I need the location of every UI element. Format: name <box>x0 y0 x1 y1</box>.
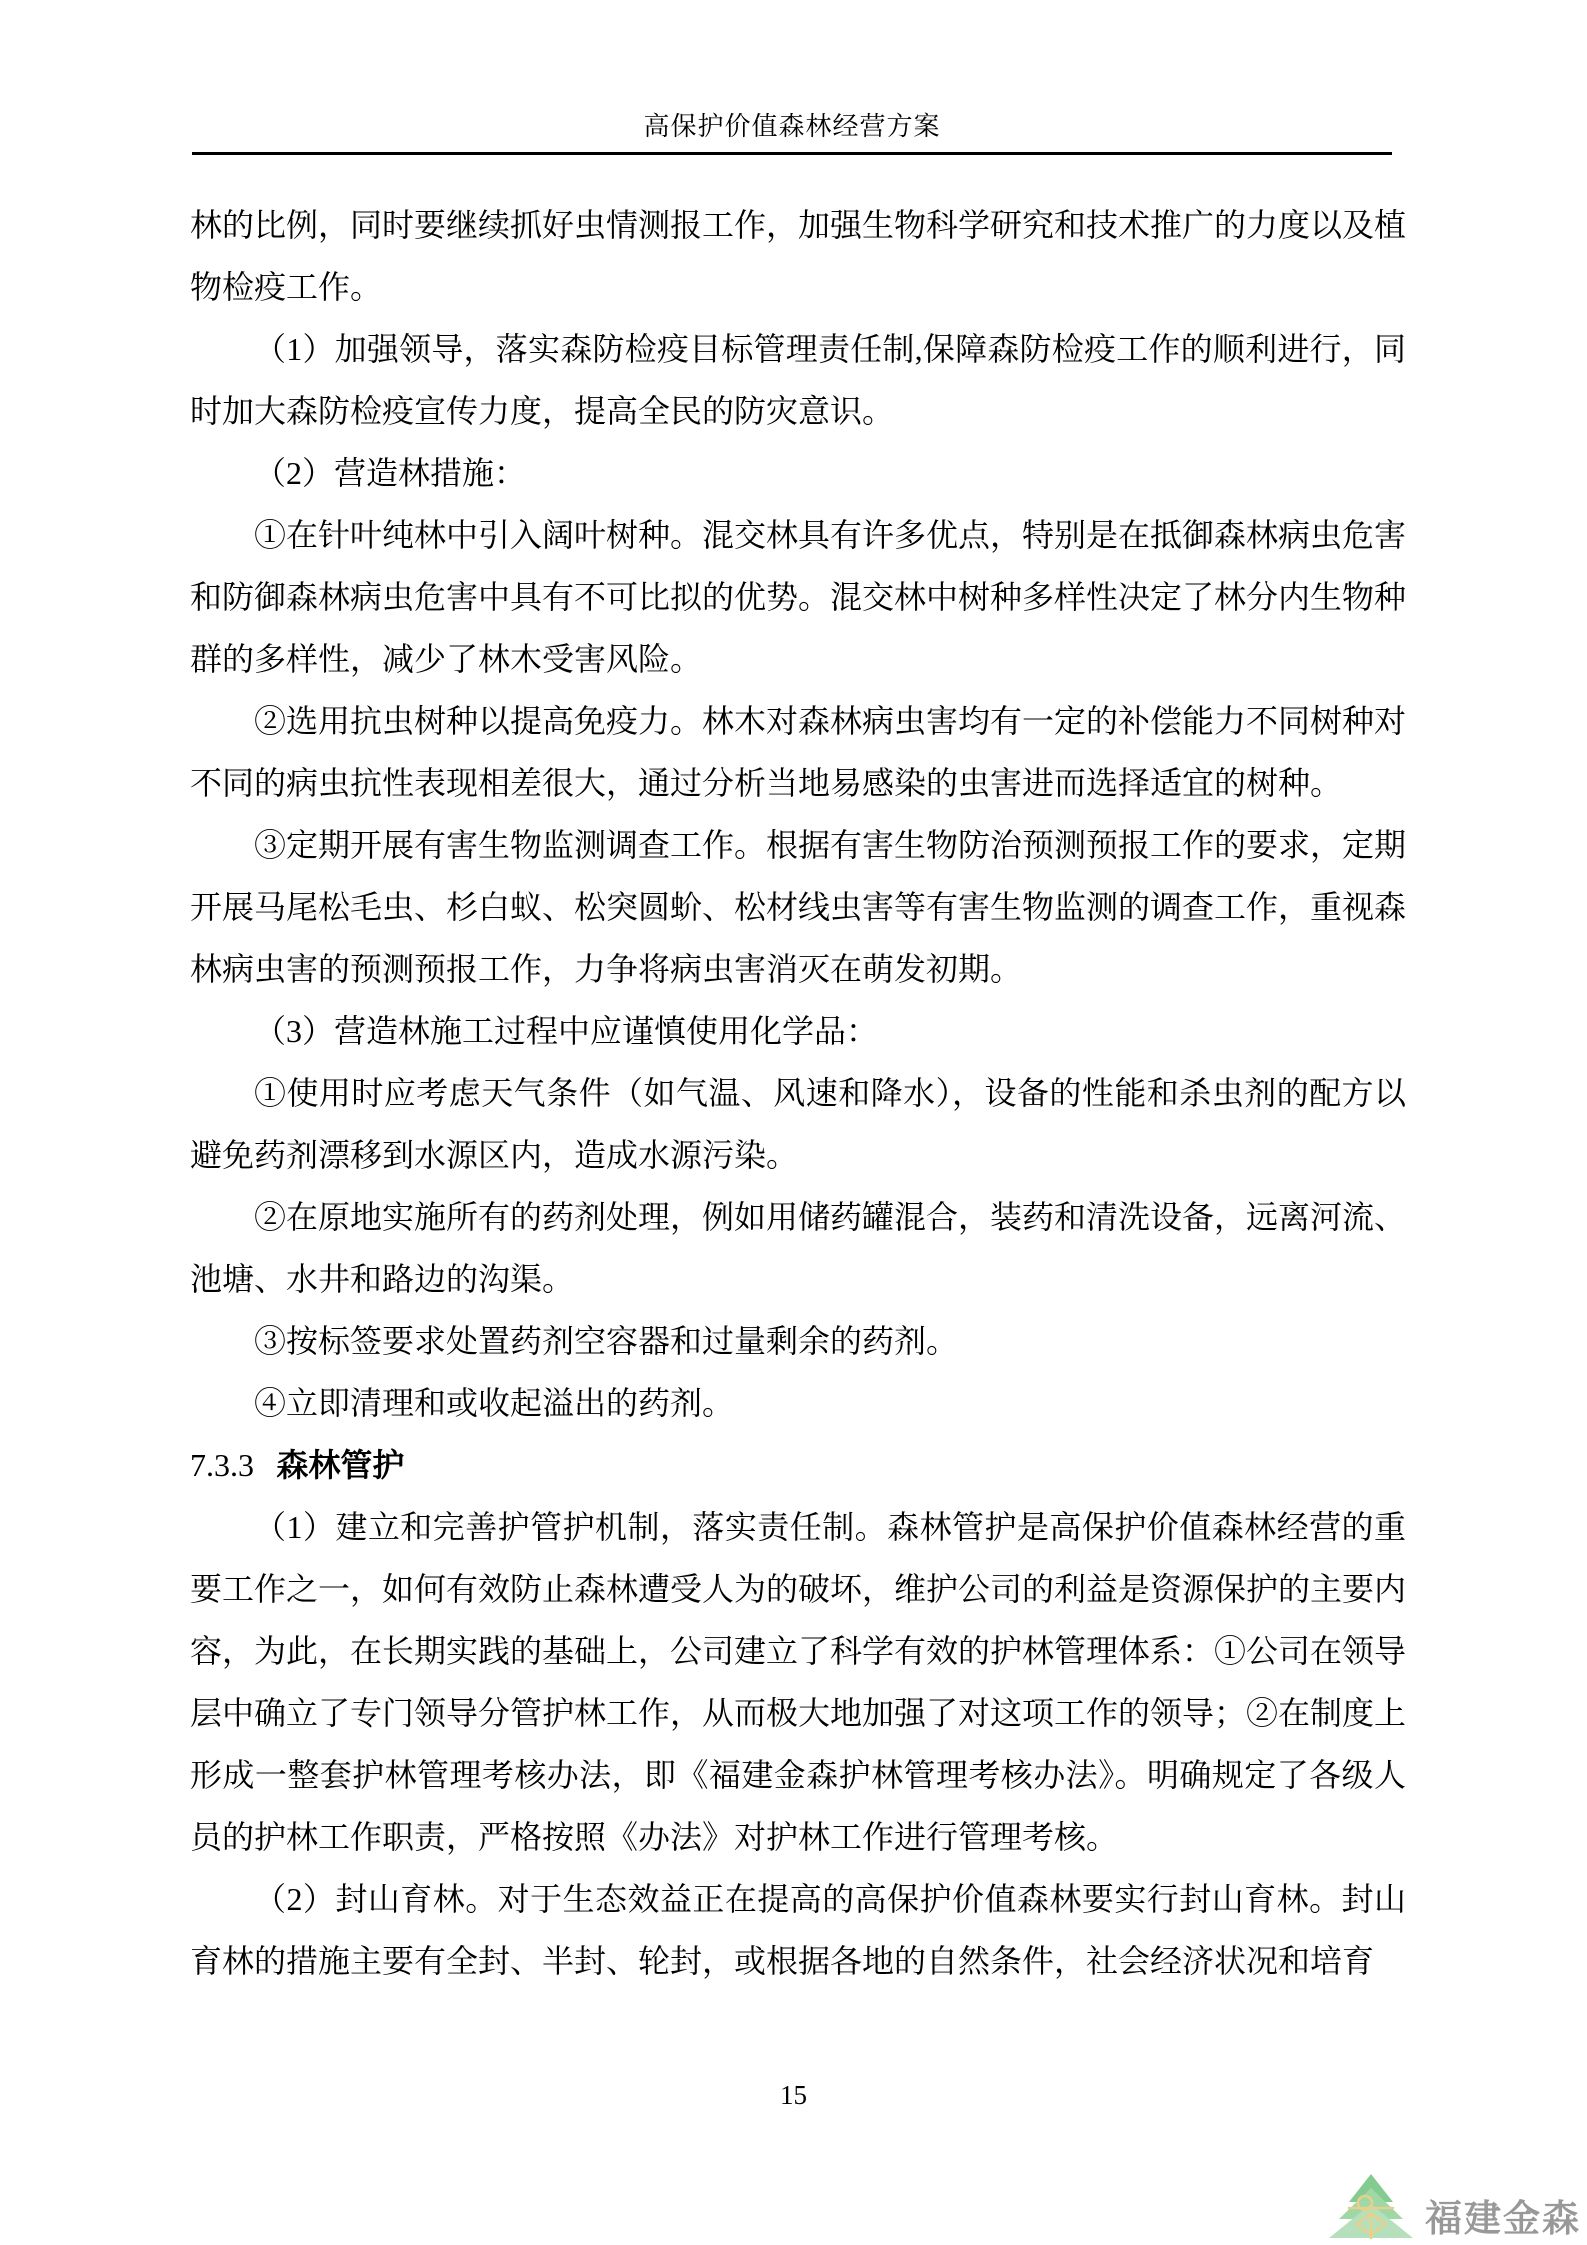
section-title: 森林管护 <box>276 1447 405 1483</box>
section-heading <box>190 1434 1406 1496</box>
document-header <box>192 106 1392 155</box>
paragraph: ②在原地实施所有的药剂处理，例如用储药罐混合，装药和清洗设备，远离河流、池塘、水井和路边的沟渠。 <box>190 1199 1407 1297</box>
paragraph: （1）加强领导，落实森防检疫目标管理责任制,保障森防检疫工作的顺利进行，同时加大森防检疫宣传力度，提高全民的防灾意识。 <box>190 331 1406 429</box>
paragraph: 林的比例，同时要继续抓好虫情测报工作，加强生物科学研究和技术推广的力度以及植物检疫工作。 <box>190 207 1407 305</box>
paragraph: ③定期开展有害生物监测调查工作。根据有害生物防治预测预报工作的要求，定期开展马尾松毛虫、杉白蚁、松突圆蚧、松材线虫害等有害生物监测的调查工作，重视森林病虫害的预测预报工作，力争将病虫害消灭在萌发初期。 <box>190 827 1407 987</box>
company-logo-text: 福建金森 <box>1425 2198 1581 2239</box>
header-title: 高保护价值森林经营方案 <box>643 112 941 141</box>
section-number: 7.3.3 <box>190 1447 254 1483</box>
paragraph: （3）营造林施工过程中应谨慎使用化学品： <box>254 1013 879 1049</box>
document-body <box>190 194 1406 1992</box>
paragraph: （2）封山育林。对于生态效益正在提高的高保护价值森林要实行封山育林。封山育林的措施主要有全封、半封、轮封，或根据各地的自然条件，社会经济状况和培育 <box>190 1881 1406 1979</box>
paragraph: ④立即清理和或收起溢出的药剂。 <box>254 1385 735 1421</box>
company-logo <box>1327 2172 1581 2240</box>
paragraph: （2）营造林措施： <box>254 455 527 491</box>
pine-tree-logo-icon <box>1327 2172 1415 2240</box>
paragraph: ①在针叶纯林中引入阔叶树种。混交林具有许多优点，特别是在抵御森林病虫危害和防御森林病虫危害中具有不可比拟的优势。混交林中树种多样性决定了林分内生物种群的多样性，减少了林木受害风险。 <box>190 517 1407 677</box>
paragraph: ①使用时应考虑天气条件（如气温、风速和降水），设备的性能和杀虫剂的配方以避免药剂漂移到水源区内，造成水源污染。 <box>190 1075 1406 1173</box>
paragraph: ②选用抗虫树种以提高免疫力。林木对森林病虫害均有一定的补偿能力不同树种对不同的病虫抗性表现相差很大，通过分析当地易感染的虫害进而选择适宜的树种。 <box>190 703 1407 801</box>
paragraph: （1）建立和完善护管护机制，落实责任制。森林管护是高保护价值森林经营的重要工作之一，如何有效防止森林遭受人为的破坏，维护公司的利益是资源保护的主要内容，为此，在长期实践的基础上，公司建立了科学有效的护林管理体系：①公司在领导层中确立了专门领导分管护林工作，从而极大地加强了对这项工作的领导；②在制度上形成一整套护林管理考核办法，即《福建金森护林管理考核办法》。明确规定了各级人员的护林工作职责，严格按照《办法》对护林工作进行管理考核。 <box>190 1509 1407 1855</box>
paragraph: ③按标签要求处置药剂空容器和过量剩余的药剂。 <box>254 1323 959 1359</box>
page-number: 15 <box>780 2080 807 2110</box>
